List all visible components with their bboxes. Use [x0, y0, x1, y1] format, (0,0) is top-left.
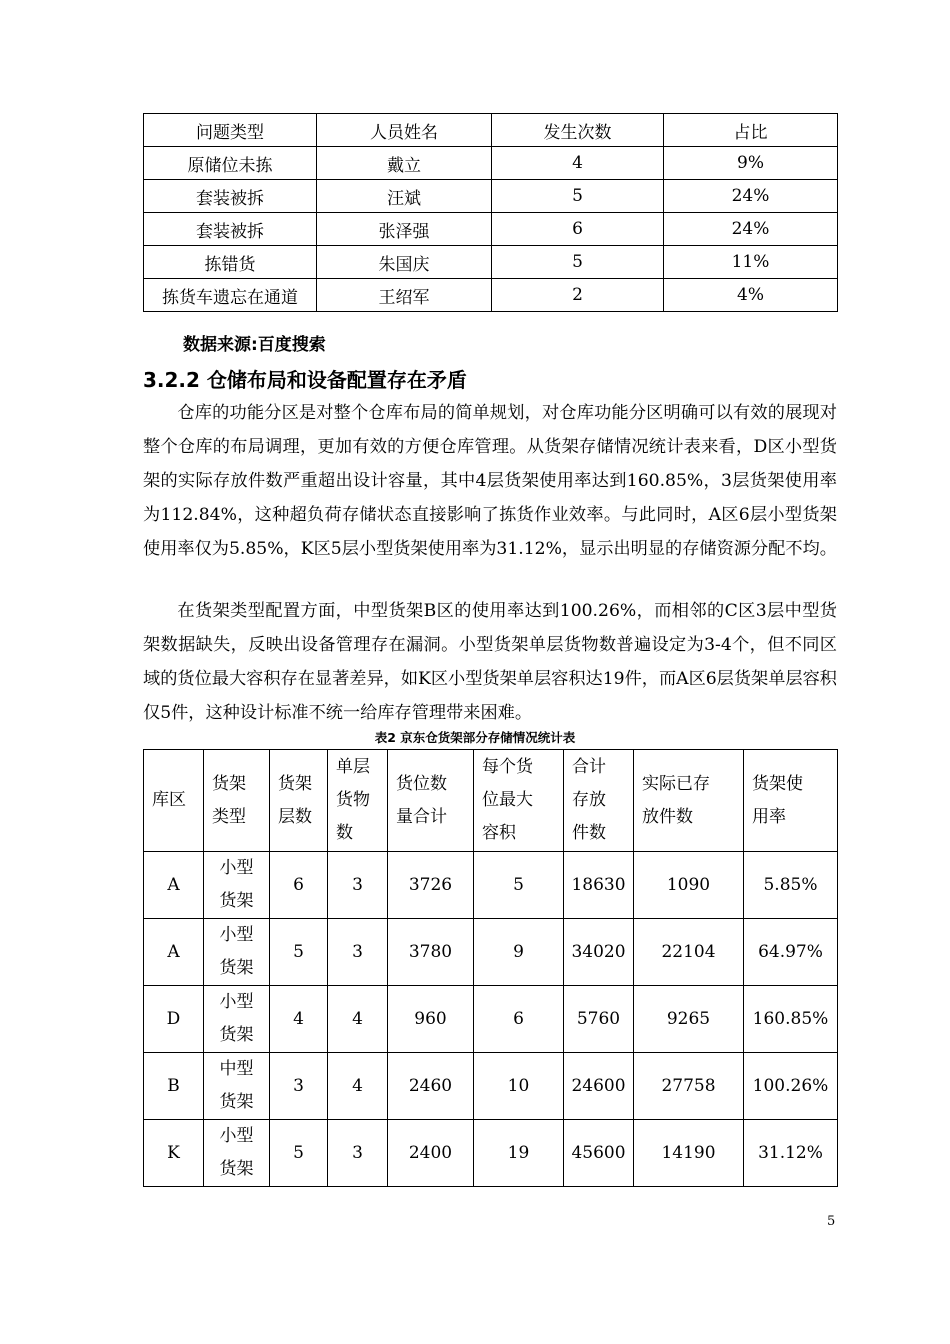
- table-cell: 9: [474, 919, 564, 986]
- header-line: 放件数: [642, 806, 693, 827]
- table-cell: 5.85%: [744, 852, 838, 919]
- table-cell: 3726: [388, 852, 474, 919]
- header-line: 类型: [212, 806, 246, 827]
- table-cell: 64.97%: [744, 919, 838, 986]
- table-cell: 4: [328, 986, 388, 1053]
- header-cell: 问题类型: [144, 114, 317, 147]
- table-cell: [204, 852, 270, 919]
- table-cell: 45600: [564, 1120, 634, 1187]
- table-row: [144, 180, 838, 213]
- header-line: 层数: [278, 806, 312, 827]
- table-cell: [204, 1053, 270, 1120]
- header-line: 货架: [212, 773, 246, 794]
- cell-line: 小型: [219, 992, 254, 1012]
- table-cell: 6: [474, 986, 564, 1053]
- table-cell: 套装被拆: [144, 213, 317, 246]
- table-caption: 表2 京东仓货架部分存储情况统计表: [374, 730, 576, 745]
- table-cell: 4%: [664, 279, 838, 312]
- header-cell: [388, 750, 474, 852]
- header-line: 存放: [572, 790, 606, 810]
- header-line: 数: [336, 823, 353, 843]
- header-cell: [744, 750, 838, 852]
- table-cell: 3: [328, 852, 388, 919]
- table-cell: 3: [328, 919, 388, 986]
- table-row: [144, 246, 838, 279]
- table-row: [144, 147, 838, 180]
- header-line: 实际已存: [642, 773, 710, 794]
- table-cell: 24%: [664, 180, 838, 213]
- table-cell: 9%: [664, 147, 838, 180]
- table-cell: D: [144, 986, 204, 1053]
- table-cell: K: [144, 1120, 204, 1187]
- header-cell: [204, 750, 270, 852]
- table-header-row: [144, 114, 838, 147]
- table-row: [144, 213, 838, 246]
- table-cell: A: [144, 919, 204, 986]
- table-cell: 31.12%: [744, 1120, 838, 1187]
- table-cell: [204, 919, 270, 986]
- table-cell: 10: [474, 1053, 564, 1120]
- source-note: 数据来源:百度搜索: [183, 335, 326, 355]
- table-cell: 5: [474, 852, 564, 919]
- table-cell: 王绍军: [317, 279, 492, 312]
- header-cell: 发生次数: [492, 114, 664, 147]
- table-row: [144, 919, 838, 986]
- table-header-row: [144, 750, 838, 852]
- cell-line: 货架: [219, 1025, 254, 1045]
- table-cell: 27758: [634, 1053, 744, 1120]
- header-line: 货架使: [752, 773, 803, 794]
- cell-line: 货架: [219, 1159, 254, 1179]
- table-row: [144, 986, 838, 1053]
- table-cell: 张泽强: [317, 213, 492, 246]
- table-cell: 5: [270, 1120, 328, 1187]
- header-cell: 占比: [664, 114, 838, 147]
- header-line: 合计: [572, 757, 606, 777]
- table-cell: 160.85%: [744, 986, 838, 1053]
- table-cell: 18630: [564, 852, 634, 919]
- page-number: 5: [827, 1214, 836, 1229]
- header-line: 单层: [336, 757, 370, 777]
- table-cell: 3: [270, 1053, 328, 1120]
- table-cell: 2460: [388, 1053, 474, 1120]
- table-cell: 5760: [564, 986, 634, 1053]
- table-cell: 3780: [388, 919, 474, 986]
- section-heading: 3.2.2 仓储布局和设备配置存在矛盾: [143, 368, 467, 392]
- table-cell: 朱国庆: [317, 246, 492, 279]
- table-cell: 3: [328, 1120, 388, 1187]
- cell-line: 小型: [219, 1126, 254, 1146]
- header-cell: 人员姓名: [317, 114, 492, 147]
- table-cell: 34020: [564, 919, 634, 986]
- header-cell: [144, 750, 204, 852]
- table-row: [144, 1053, 838, 1120]
- table-cell: 5: [492, 246, 664, 279]
- problem-table: [143, 113, 838, 312]
- table-cell: [204, 1120, 270, 1187]
- table-cell: 24%: [664, 213, 838, 246]
- header-cell: [474, 750, 564, 852]
- table-cell: 2: [492, 279, 664, 312]
- table-cell: 汪斌: [317, 180, 492, 213]
- header-line: 货架: [278, 773, 312, 794]
- table-cell: 戴立: [317, 147, 492, 180]
- header-cell: [328, 750, 388, 852]
- header-line: 每个货: [482, 757, 533, 777]
- table-cell: 1090: [634, 852, 744, 919]
- table-cell: 原储位未拣: [144, 147, 317, 180]
- cell-line: 中型: [219, 1059, 254, 1079]
- cell-line: 小型: [219, 858, 254, 878]
- table-row: [144, 1120, 838, 1187]
- table-cell: 19: [474, 1120, 564, 1187]
- table-cell: 24600: [564, 1053, 634, 1120]
- table-cell: 6: [492, 213, 664, 246]
- table-cell: 5: [270, 919, 328, 986]
- table-cell: 拣错货: [144, 246, 317, 279]
- header-cell: [564, 750, 634, 852]
- cell-line: 货架: [219, 1092, 254, 1112]
- header-line: 用率: [752, 806, 786, 827]
- cell-line: 货架: [219, 958, 254, 978]
- table-cell: 2400: [388, 1120, 474, 1187]
- table-cell: [204, 986, 270, 1053]
- table-cell: B: [144, 1053, 204, 1120]
- table-cell: 11%: [664, 246, 838, 279]
- table-cell: 5: [492, 180, 664, 213]
- body-paragraph: 在货架类型配置方面，中型货架B区的使用率达到100.26%，而相邻的C区3层中型货架数据缺失，反映出设备管理存在漏洞。小型货架单层货物数普遍设定为3-4个，但不同区域的货位最大容积存在显著差异，如K区小型货架单层容积达19件，而A区6层货架单层容积仅5件，这种设计标准不统一给库存管理带来困难。: [143, 601, 837, 723]
- cell-line: 小型: [219, 925, 254, 945]
- shelf-storage-table: [143, 749, 838, 1187]
- table-row: [144, 279, 838, 312]
- header-line: 货物: [336, 790, 370, 810]
- table-cell: 960: [388, 986, 474, 1053]
- cell-line: 货架: [219, 891, 254, 911]
- body-paragraph: 仓库的功能分区是对整个仓库布局的简单规划，对仓库功能分区明确可以有效的展现对整个仓库的布局调理，更加有效的方便仓库管理。从货架存储情况统计表来看，D区小型货架的实际存放件数严重超出设计容量，其中4层货架使用率达到160.85%，3层货架使用率为112.84%，这种超负荷存储状态直接影响了拣货作业效率。与此同时，A区6层小型货架使用率仅为5.85%，K区5层小型货架使用率为31.12%，显示出明显的存储资源分配不均。: [143, 403, 837, 559]
- table-cell: 4: [492, 147, 664, 180]
- header-line: 位最大: [482, 790, 533, 810]
- header-cell: [634, 750, 744, 852]
- table-cell: 9265: [634, 986, 744, 1053]
- header-cell: [270, 750, 328, 852]
- table-cell: 22104: [634, 919, 744, 986]
- table-cell: 14190: [634, 1120, 744, 1187]
- header-line: 货位数: [396, 773, 447, 794]
- header-line: 量合计: [396, 806, 447, 827]
- table-cell: 100.26%: [744, 1053, 838, 1120]
- table-cell: 6: [270, 852, 328, 919]
- header-line: 容积: [482, 823, 516, 843]
- table-cell: 套装被拆: [144, 180, 317, 213]
- table-cell: A: [144, 852, 204, 919]
- header-line: 库区: [152, 790, 186, 810]
- table-cell: 拣货车遗忘在通道: [144, 279, 317, 312]
- table-cell: 4: [328, 1053, 388, 1120]
- table-cell: 4: [270, 986, 328, 1053]
- header-line: 件数: [572, 823, 606, 843]
- table-row: [144, 852, 838, 919]
